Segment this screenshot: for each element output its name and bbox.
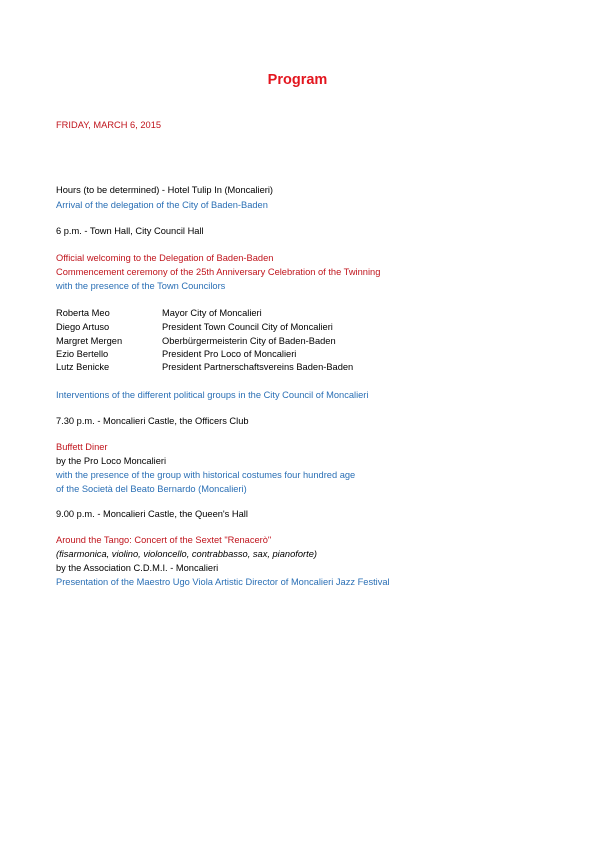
event-date: FRIDAY, MARCH 6, 2015	[56, 120, 162, 130]
section-3-heading: 7.30 p.m. - Moncalieri Castle, the Officers Club	[56, 416, 249, 426]
interventions-text: Interventions of the different political groups in the City Council of Moncalieri	[56, 390, 369, 400]
section-3-line-4: of the Società del Beato Bernardo (Moncalieri)	[56, 484, 247, 494]
section-3-line-3: with the presence of the group with historical costumes four hundred age	[56, 470, 356, 480]
official-name: Margret Mergen	[56, 336, 123, 346]
section-4-line-4: Presentation of the Maestro Ugo Viola Artistic Director of Moncalieri Jazz Festival	[56, 577, 390, 587]
official-role: President Town Council City of Moncalieri	[162, 322, 333, 332]
official-role: President Pro Loco of Moncalieri	[162, 349, 297, 359]
official-role: Mayor City of Moncalieri	[162, 308, 262, 318]
section-4-heading: 9.00 p.m. - Moncalieri Castle, the Queen's Hall	[56, 509, 248, 519]
official-role: Oberbürgermeisterin City of Baden-Baden	[162, 336, 336, 346]
section-1-description: Arrival of the delegation of the City of Baden-Baden	[56, 200, 268, 210]
official-name: Roberta Meo	[56, 308, 110, 318]
section-2-line-3: with the presence of the Town Councilors	[56, 281, 226, 291]
section-2-heading: 6 p.m. - Town Hall, City Council Hall	[56, 226, 204, 236]
section-4-line-3: by the Association C.D.M.I. - Moncalieri	[56, 563, 219, 573]
official-name: Diego Artuso	[56, 322, 110, 332]
official-name: Ezio Bertello	[56, 349, 109, 359]
section-4-line-2: (fisarmonica, violino, violoncello, contrabbasso, sax, pianoforte)	[56, 549, 317, 559]
section-1-heading: Hours (to be determined) - Hotel Tulip In (Moncalieri)	[56, 185, 274, 195]
official-name: Lutz Benicke	[56, 362, 110, 372]
section-3-line-1: Buffett Diner	[56, 442, 108, 452]
section-2-line-1: Official welcoming to the Delegation of Baden-Baden	[56, 253, 274, 263]
section-2-line-2: Commencement ceremony of the 25th Anniversary Celebration of the Twinning	[56, 267, 381, 277]
section-3-line-2: by the Pro Loco Moncalieri	[56, 456, 167, 466]
page-title: Program	[267, 72, 328, 88]
official-role: President Partnerschaftsvereins Baden-Baden	[162, 362, 354, 372]
section-4-line-1: Around the Tango: Concert of the Sextet "Renacerò"	[56, 535, 272, 545]
